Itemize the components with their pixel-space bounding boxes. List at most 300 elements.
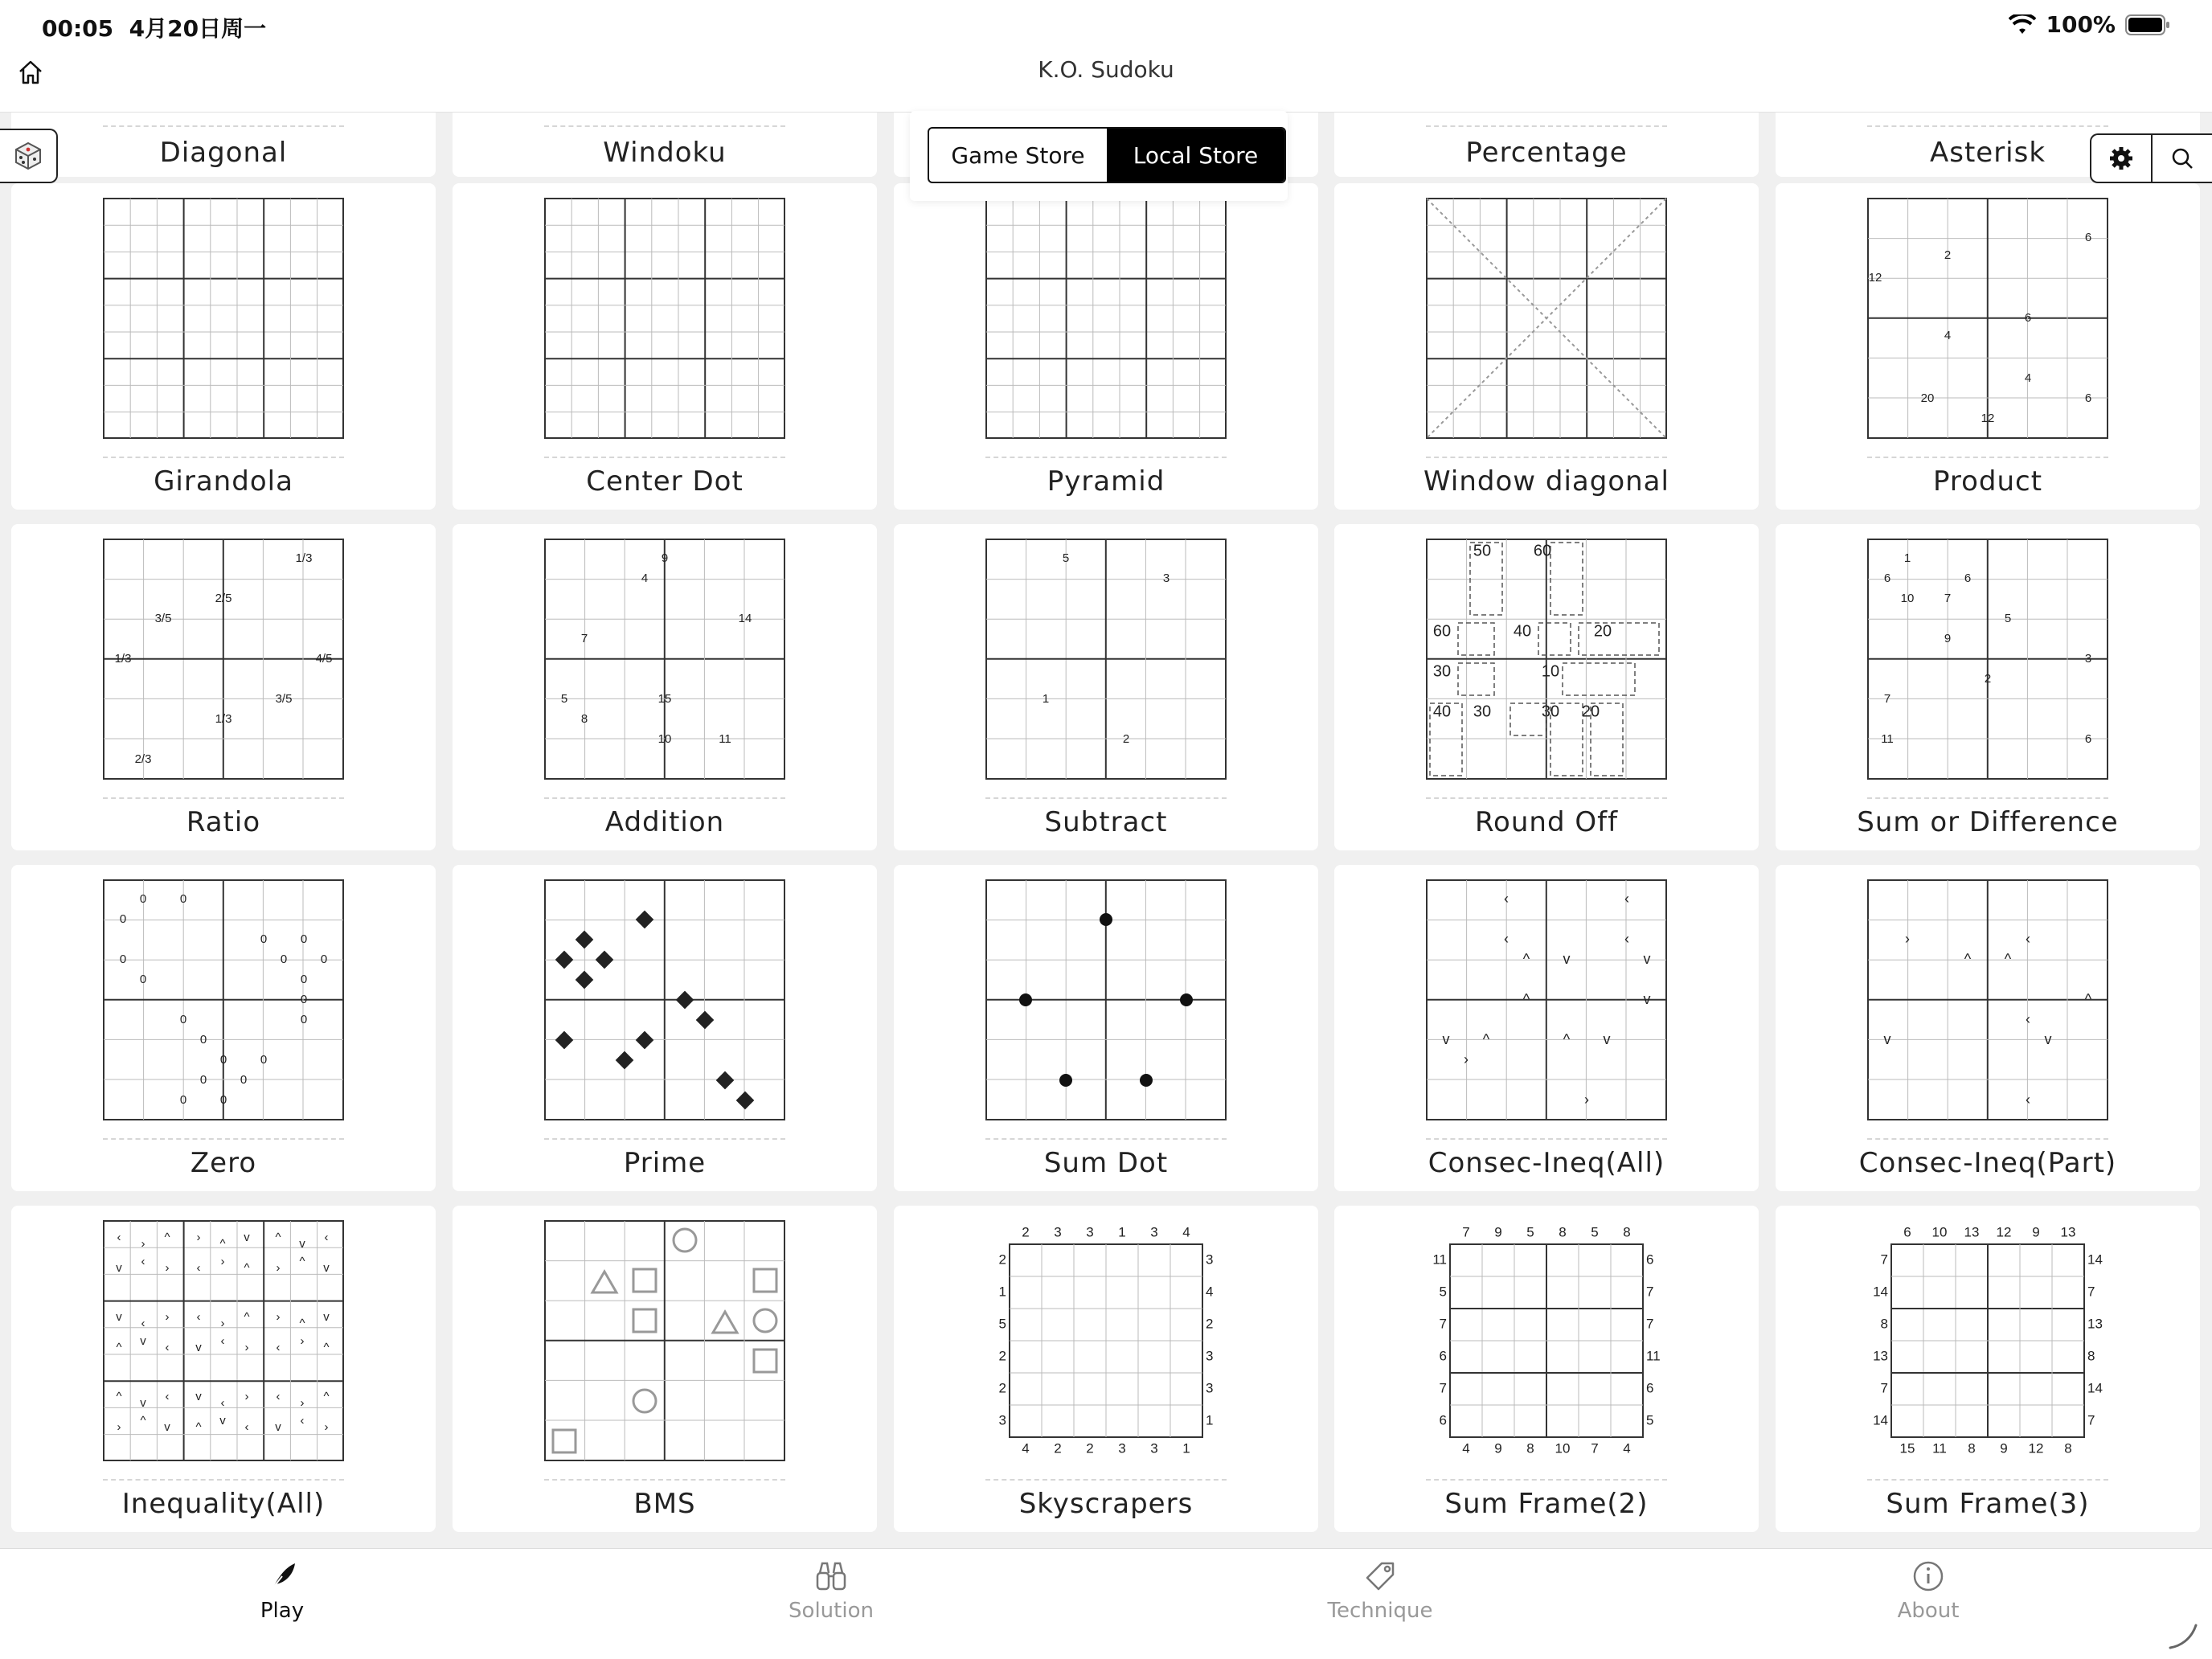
svg-text:v: v	[244, 1230, 250, 1244]
puzzle-name: Percentage	[1465, 137, 1628, 169]
svg-text:v: v	[1563, 950, 1571, 967]
svg-text:‹: ‹	[1624, 890, 1629, 907]
svg-text:5: 5	[1591, 1224, 1599, 1240]
puzzle-card[interactable]	[11, 183, 436, 510]
svg-text:10: 10	[1900, 591, 1915, 605]
card-separator	[985, 1479, 1227, 1481]
svg-text:^: ^	[195, 1419, 202, 1434]
svg-text:^: ^	[1522, 950, 1530, 967]
svg-text:7: 7	[1439, 1380, 1447, 1396]
svg-text:6: 6	[1903, 1224, 1911, 1240]
puzzle-card[interactable]	[11, 1206, 436, 1532]
svg-text:7: 7	[2087, 1284, 2095, 1300]
svg-text:v: v	[140, 1395, 146, 1410]
svg-text:›: ›	[276, 1309, 281, 1324]
puzzle-name: Product	[1932, 465, 2043, 498]
svg-text:6: 6	[1646, 1251, 1654, 1268]
svg-text:0: 0	[199, 1072, 207, 1087]
svg-text:40: 40	[1432, 703, 1452, 721]
card-separator	[1867, 797, 2108, 799]
svg-text:v: v	[323, 1309, 330, 1324]
puzzle-card-top[interactable]	[11, 113, 436, 177]
dice-icon	[13, 141, 43, 171]
svg-text:12: 12	[1981, 411, 1995, 425]
svg-text:8: 8	[1880, 1316, 1888, 1332]
puzzle-name: BMS	[633, 1488, 696, 1520]
puzzle-preview	[1426, 198, 1667, 439]
puzzle-card-top[interactable]	[453, 113, 877, 177]
status-time: 00:05	[42, 15, 114, 42]
puzzle-card[interactable]	[1776, 1206, 2200, 1532]
svg-text:^: ^	[116, 1340, 122, 1354]
svg-text:^: ^	[2004, 950, 2012, 967]
svg-text:‹: ‹	[141, 1254, 145, 1268]
puzzle-preview	[985, 539, 1227, 780]
svg-text:‹: ‹	[165, 1389, 170, 1403]
card-separator	[1867, 1479, 2108, 1481]
card-separator	[1426, 457, 1667, 458]
svg-text:15: 15	[657, 691, 672, 706]
svg-text:13: 13	[1964, 1224, 1980, 1240]
svg-text:20: 20	[1593, 622, 1612, 641]
svg-text:5: 5	[1062, 551, 1070, 565]
svg-text:0: 0	[179, 891, 187, 906]
puzzle-card[interactable]	[1334, 1206, 1759, 1532]
svg-text:8: 8	[1559, 1224, 1567, 1240]
svg-text:0: 0	[260, 1052, 268, 1067]
card-separator	[985, 1138, 1227, 1140]
svg-text:14: 14	[738, 611, 752, 625]
svg-text:12: 12	[1868, 270, 1882, 285]
svg-text:0: 0	[300, 992, 308, 1006]
svg-text:6: 6	[1646, 1380, 1654, 1396]
puzzle-name: Prime	[623, 1147, 707, 1179]
svg-text:‹: ‹	[1504, 930, 1509, 947]
svg-text:4: 4	[2024, 371, 2032, 385]
svg-text:50: 50	[1473, 542, 1492, 560]
svg-text:6: 6	[2084, 731, 2092, 746]
card-separator	[544, 457, 785, 458]
svg-text:2: 2	[1944, 248, 1952, 262]
svg-text:40: 40	[1513, 622, 1532, 641]
tab-technique[interactable]	[1284, 1560, 1477, 1623]
puzzle-card[interactable]	[1334, 865, 1759, 1191]
puzzle-name: Pyramid	[1047, 465, 1165, 498]
card-separator	[985, 797, 1227, 799]
svg-text:1: 1	[1042, 691, 1050, 706]
card-separator	[103, 797, 344, 799]
svg-text:^: ^	[1964, 950, 1972, 967]
svg-text:4: 4	[641, 571, 649, 585]
svg-text:›: ›	[141, 1236, 145, 1251]
status-right	[2009, 11, 2170, 38]
svg-text:10: 10	[657, 731, 672, 746]
svg-text:1: 1	[1903, 551, 1911, 565]
binoculars-icon	[814, 1560, 848, 1592]
svg-text:9: 9	[2032, 1224, 2040, 1240]
svg-text:v: v	[2044, 1030, 2052, 1047]
svg-text:9: 9	[1494, 1224, 1502, 1240]
info-icon	[1912, 1560, 1944, 1592]
svg-text:1/3: 1/3	[295, 551, 313, 565]
status-date: 4月20日周一	[129, 15, 267, 42]
svg-text:^: ^	[244, 1309, 250, 1324]
svg-text:1: 1	[1182, 1440, 1190, 1456]
svg-text:1/3: 1/3	[215, 711, 232, 726]
svg-text:7: 7	[1880, 1251, 1888, 1268]
svg-text:14: 14	[2087, 1251, 2103, 1268]
svg-text:‹: ‹	[165, 1340, 170, 1354]
svg-text:‹: ‹	[276, 1389, 281, 1403]
svg-text:2: 2	[1122, 731, 1130, 746]
svg-text:8: 8	[1968, 1440, 1976, 1456]
svg-text:3/5: 3/5	[154, 611, 172, 625]
svg-text:‹: ‹	[276, 1340, 281, 1354]
card-separator	[1426, 797, 1667, 799]
svg-text:0: 0	[300, 972, 308, 986]
puzzle-preview	[103, 879, 344, 1120]
status-bar	[0, 0, 2212, 51]
tool-buttons	[2090, 133, 2212, 183]
svg-text:‹: ‹	[1624, 930, 1629, 947]
svg-text:v: v	[140, 1333, 146, 1348]
svg-text:7: 7	[580, 631, 588, 645]
svg-text:^: ^	[299, 1316, 305, 1330]
puzzle-name: Inequality(All)	[121, 1488, 326, 1520]
svg-text:‹: ‹	[2026, 930, 2030, 947]
card-separator	[103, 1479, 344, 1481]
svg-text:v: v	[164, 1419, 170, 1434]
svg-text:‹: ‹	[117, 1230, 121, 1244]
svg-text:8: 8	[1526, 1440, 1534, 1456]
svg-text:5: 5	[1526, 1224, 1534, 1240]
svg-text:v: v	[1603, 1030, 1611, 1047]
svg-text:0: 0	[139, 891, 147, 906]
svg-text:3: 3	[1086, 1224, 1094, 1240]
svg-text:0: 0	[219, 1052, 227, 1067]
page-title: K.O. Sudoku	[1038, 56, 1174, 83]
svg-text:4: 4	[1623, 1440, 1631, 1456]
svg-text:14: 14	[1873, 1412, 1888, 1428]
svg-text:7: 7	[2087, 1412, 2095, 1428]
puzzle-preview	[1867, 539, 2108, 780]
puzzle-card[interactable]	[1776, 524, 2200, 850]
svg-text:5: 5	[2004, 611, 2012, 625]
svg-text:v: v	[1883, 1030, 1891, 1047]
puzzle-preview	[985, 198, 1227, 439]
tab-about-label: About	[1897, 1599, 1960, 1623]
puzzle-preview	[1867, 198, 2108, 439]
puzzle-name: Skyscrapers	[1018, 1488, 1194, 1520]
svg-text:4: 4	[1206, 1284, 1214, 1300]
puzzle-preview	[985, 879, 1227, 1120]
puzzle-preview	[1426, 879, 1667, 1120]
tab-play-label: Play	[260, 1599, 305, 1623]
puzzle-preview	[544, 539, 785, 780]
svg-text:0: 0	[199, 1032, 207, 1047]
puzzle-card[interactable]	[11, 865, 436, 1191]
svg-text:14: 14	[2087, 1380, 2103, 1396]
svg-text:0: 0	[179, 1092, 187, 1107]
svg-text:‹: ‹	[244, 1419, 249, 1434]
card-separator	[544, 1138, 785, 1140]
svg-text:4: 4	[1462, 1440, 1470, 1456]
puzzle-preview	[1426, 539, 1667, 780]
puzzle-card[interactable]	[11, 524, 436, 850]
tab-solution[interactable]	[735, 1560, 928, 1623]
svg-text:›: ›	[220, 1254, 225, 1268]
puzzle-name: Diagonal	[159, 137, 288, 169]
svg-text:20: 20	[1920, 391, 1935, 405]
settings-button[interactable]	[2091, 135, 2151, 182]
card-separator	[1426, 1479, 1667, 1481]
wifi-icon	[2009, 14, 2036, 35]
svg-text:^: ^	[244, 1260, 250, 1275]
svg-text:›: ›	[244, 1389, 249, 1403]
svg-text:4: 4	[1022, 1440, 1030, 1456]
svg-text:^: ^	[140, 1413, 146, 1428]
card-separator	[544, 797, 785, 799]
puzzle-preview	[985, 1220, 1227, 1461]
svg-text:10: 10	[1931, 1224, 1948, 1240]
svg-text:60: 60	[1432, 622, 1452, 641]
svg-text:3: 3	[1150, 1224, 1158, 1240]
puzzle-name: Sum or Difference	[1857, 806, 2119, 838]
svg-text:3: 3	[1150, 1440, 1158, 1456]
svg-text:3/5: 3/5	[275, 691, 293, 706]
puzzle-name: Round Off	[1474, 806, 1619, 838]
svg-text:›: ›	[300, 1395, 305, 1410]
svg-text:14: 14	[1873, 1284, 1888, 1300]
svg-text:9: 9	[2000, 1440, 2008, 1456]
svg-text:›: ›	[324, 1419, 329, 1434]
svg-text:4/5: 4/5	[315, 651, 333, 666]
svg-text:12: 12	[2028, 1440, 2044, 1456]
svg-text:30: 30	[1432, 662, 1452, 681]
puzzle-name: Window diagonal	[1423, 465, 1669, 498]
svg-text:‹: ‹	[220, 1395, 225, 1410]
svg-text:0: 0	[320, 952, 328, 966]
svg-text:v: v	[299, 1236, 305, 1251]
puzzle-card[interactable]	[1776, 865, 2200, 1191]
puzzle-preview	[544, 198, 785, 439]
svg-text:‹: ‹	[2026, 1091, 2030, 1108]
puzzle-card[interactable]	[894, 183, 1318, 510]
svg-text:2: 2	[1086, 1440, 1094, 1456]
svg-text:7: 7	[1439, 1316, 1447, 1332]
puzzle-card[interactable]	[453, 865, 877, 1191]
svg-text:0: 0	[280, 952, 288, 966]
puzzle-preview	[1867, 879, 2108, 1120]
svg-text:^: ^	[299, 1254, 305, 1268]
svg-text:13: 13	[1873, 1348, 1888, 1364]
svg-text:9: 9	[1944, 631, 1952, 645]
puzzle-name: Consec-Ineq(All)	[1428, 1147, 1665, 1179]
card-separator	[1867, 457, 2108, 458]
puzzle-card[interactable]	[1334, 524, 1759, 850]
tab-about[interactable]	[1832, 1560, 2025, 1623]
svg-text:30: 30	[1473, 703, 1492, 721]
svg-text:›: ›	[117, 1419, 121, 1434]
search-button[interactable]	[2151, 135, 2212, 182]
card-separator	[985, 457, 1227, 458]
svg-text:1: 1	[1206, 1412, 1214, 1428]
puzzle-name: Ratio	[186, 806, 261, 838]
puzzle-card[interactable]	[1776, 183, 2200, 510]
svg-text:6: 6	[1883, 571, 1891, 585]
svg-text:^: ^	[116, 1389, 122, 1403]
svg-text:0: 0	[219, 1092, 227, 1107]
svg-text:›: ›	[165, 1309, 170, 1324]
svg-text:6: 6	[2084, 391, 2092, 405]
puzzle-preview	[544, 879, 785, 1120]
game-store-button[interactable]: Game Store	[951, 141, 1085, 169]
puzzle-card[interactable]	[453, 524, 877, 850]
search-icon	[2170, 146, 2194, 170]
svg-text:v: v	[219, 1413, 226, 1428]
puzzle-card[interactable]	[453, 1206, 877, 1532]
svg-text:‹: ‹	[1504, 890, 1509, 907]
svg-text:11: 11	[719, 731, 731, 746]
svg-text:6: 6	[2024, 310, 2032, 325]
svg-text:0: 0	[139, 972, 147, 986]
svg-text:8: 8	[2087, 1348, 2095, 1364]
svg-text:3: 3	[1206, 1348, 1214, 1364]
svg-text:5: 5	[560, 691, 568, 706]
svg-text:7: 7	[1646, 1316, 1654, 1332]
local-store-button[interactable]: Local Store	[1107, 129, 1284, 182]
svg-text:v: v	[323, 1260, 330, 1275]
svg-text:‹: ‹	[324, 1230, 329, 1244]
svg-text:3: 3	[1118, 1440, 1126, 1456]
svg-text:5: 5	[1439, 1284, 1447, 1300]
svg-text:6: 6	[1439, 1412, 1447, 1428]
puzzle-preview	[544, 1220, 785, 1461]
puzzle-card[interactable]	[453, 183, 877, 510]
svg-text:^: ^	[1522, 990, 1530, 1007]
svg-text:›: ›	[1905, 930, 1910, 947]
puzzle-preview	[103, 1220, 344, 1461]
svg-text:30: 30	[1541, 703, 1560, 721]
puzzle-card[interactable]	[894, 1206, 1318, 1532]
puzzle-name: Zero	[190, 1147, 257, 1179]
svg-text:›: ›	[1584, 1091, 1589, 1108]
svg-text:0: 0	[260, 932, 268, 946]
svg-text:v: v	[195, 1340, 202, 1354]
random-button[interactable]	[0, 129, 58, 183]
svg-text:2/5: 2/5	[215, 591, 232, 605]
svg-text:20: 20	[1581, 703, 1600, 721]
puzzle-preview	[103, 198, 344, 439]
card-separator	[1426, 125, 1667, 127]
svg-text:^: ^	[275, 1230, 281, 1244]
svg-text:›: ›	[165, 1260, 170, 1275]
svg-text:11: 11	[1881, 731, 1894, 746]
puzzle-grid	[0, 113, 2212, 1548]
svg-text:0: 0	[179, 1012, 187, 1026]
battery-icon	[2125, 14, 2170, 36]
svg-text:2: 2	[1206, 1316, 1214, 1332]
svg-text:v: v	[116, 1260, 122, 1275]
svg-text:0: 0	[119, 952, 127, 966]
svg-text:6: 6	[1439, 1348, 1447, 1364]
svg-text:3: 3	[1162, 571, 1170, 585]
store-switch-popover	[910, 111, 1288, 201]
svg-text:‹: ‹	[2026, 1010, 2030, 1027]
puzzle-name: Girandola	[154, 465, 293, 498]
svg-text:›: ›	[196, 1230, 201, 1244]
puzzle-card[interactable]	[1334, 183, 1759, 510]
svg-text:^: ^	[1563, 1030, 1571, 1047]
card-separator	[1867, 125, 2108, 127]
svg-text:10: 10	[1555, 1440, 1571, 1456]
svg-text:v: v	[1643, 990, 1651, 1007]
svg-text:7: 7	[1944, 591, 1952, 605]
svg-text:6: 6	[2084, 230, 2092, 244]
svg-text:8: 8	[2064, 1440, 2072, 1456]
svg-text:^: ^	[219, 1236, 226, 1251]
svg-text:3: 3	[998, 1412, 1006, 1428]
svg-text:13: 13	[2087, 1316, 2103, 1332]
svg-text:3: 3	[1206, 1380, 1214, 1396]
tag-icon	[1364, 1560, 1396, 1592]
svg-text:v: v	[195, 1389, 202, 1403]
svg-text:6: 6	[1964, 571, 1972, 585]
svg-text:^: ^	[323, 1389, 330, 1403]
svg-text:v: v	[1442, 1030, 1450, 1047]
svg-text:›: ›	[276, 1260, 281, 1275]
svg-text:^: ^	[1482, 1030, 1490, 1047]
svg-text:7: 7	[1462, 1224, 1470, 1240]
svg-text:7: 7	[1883, 691, 1891, 706]
svg-text:4: 4	[1182, 1224, 1190, 1240]
svg-text:v: v	[116, 1309, 122, 1324]
svg-text:11: 11	[1932, 1440, 1947, 1456]
svg-text:›: ›	[300, 1333, 305, 1348]
card-separator	[103, 457, 344, 458]
puzzle-name: Center Dot	[586, 465, 743, 498]
puzzle-card[interactable]	[894, 865, 1318, 1191]
svg-text:‹: ‹	[141, 1316, 145, 1330]
svg-text:‹: ‹	[220, 1333, 225, 1348]
svg-text:11: 11	[1432, 1251, 1447, 1268]
feather-icon	[266, 1560, 298, 1592]
svg-text:60: 60	[1533, 542, 1552, 560]
svg-text:1/3: 1/3	[114, 651, 132, 666]
puzzle-card-top[interactable]	[1334, 113, 1759, 177]
card-separator	[1867, 1138, 2108, 1140]
puzzle-name: Sum Frame(3)	[1886, 1488, 2090, 1520]
puzzle-name: Subtract	[1044, 806, 1168, 838]
puzzle-card[interactable]	[894, 524, 1318, 850]
svg-text:‹: ‹	[196, 1260, 201, 1275]
svg-text:›: ›	[244, 1340, 249, 1354]
status-time-date	[42, 11, 266, 43]
svg-text:2: 2	[1022, 1224, 1030, 1240]
puzzle-name: Windoku	[603, 137, 727, 169]
puzzle-preview	[103, 539, 344, 780]
svg-text:1: 1	[998, 1284, 1006, 1300]
svg-text:0: 0	[119, 911, 127, 926]
svg-text:^: ^	[323, 1340, 330, 1354]
gear-icon	[2109, 146, 2133, 170]
svg-text:13: 13	[2060, 1224, 2076, 1240]
svg-text:7: 7	[1591, 1440, 1599, 1456]
puzzle-preview	[1426, 1220, 1667, 1461]
tab-play[interactable]	[186, 1560, 379, 1623]
svg-text:0: 0	[300, 932, 308, 946]
svg-text:‹: ‹	[300, 1413, 305, 1428]
